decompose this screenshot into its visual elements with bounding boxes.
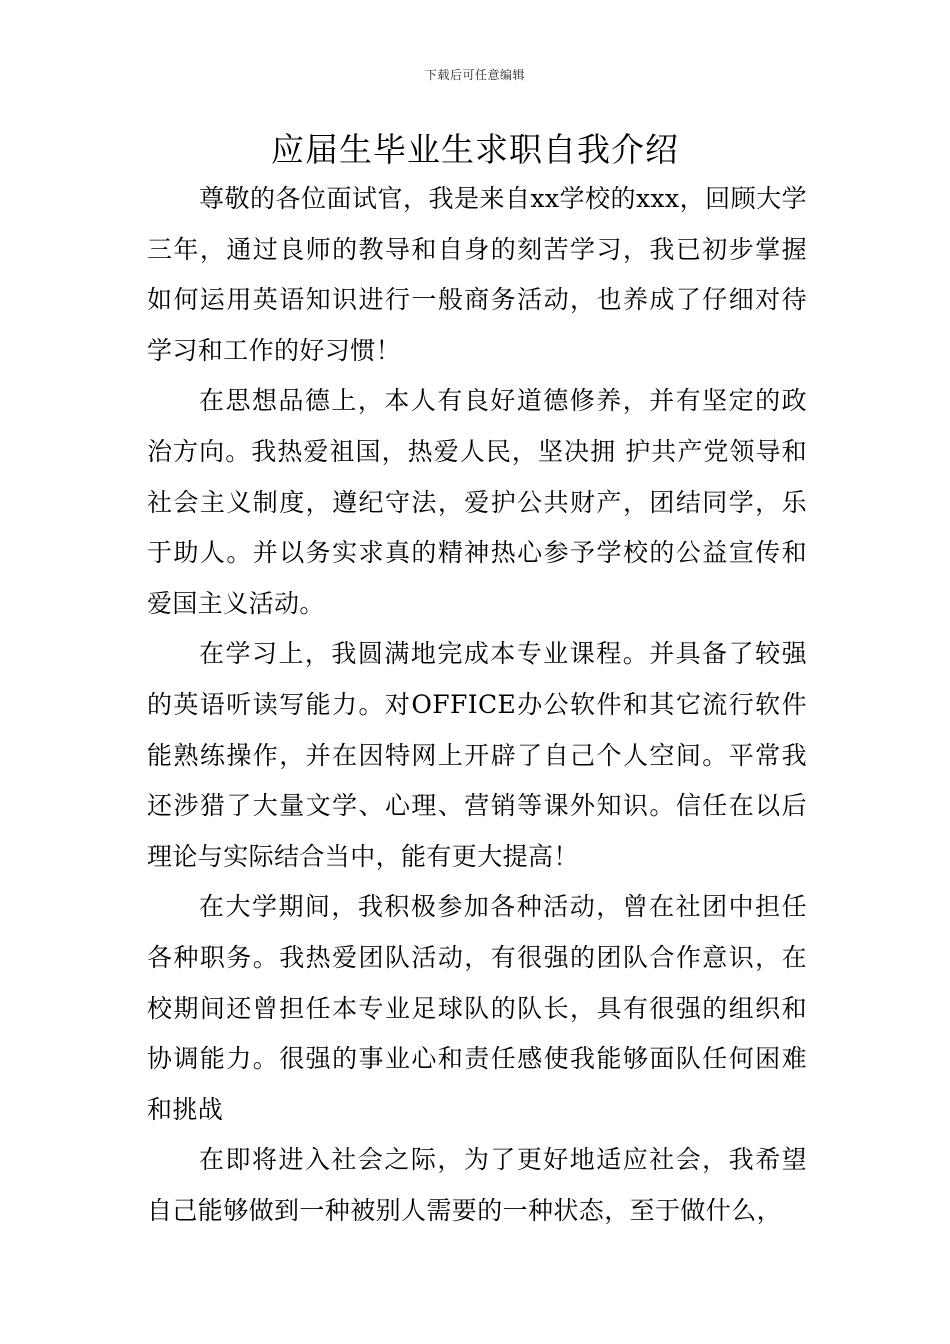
paragraph-greeting: 尊敬的各位面试官，我是来自xx学校的xxx，回顾大学三年，通过良师的教导和自身的刻苦学习，我已初步掌握如何运用英语知识进行一般商务活动，也养成了仔细对待学习和工作的好习惯！ (147, 184, 807, 365)
document-body (147, 174, 807, 1236)
header-note: 下载后可任意编辑 (424, 68, 525, 82)
page-title: 应届生毕业生求职自我介绍 (271, 130, 679, 169)
paragraph-morality: 在思想品德上，本人有良好道德修养，并有坚定的政治方向。我热爱祖国，热爱人民，坚决拥 护共产党领导和社会主义制度，遵纪守法，爱护公共财产，团结同学，乐于助人。并以务实求真的精神热心参予学校的公益宣传和爱国主义活动。 (147, 386, 807, 618)
paragraph-activities: 在大学期间，我积极参加各种活动，曾在社团中担任各种职务。我热爱团队活动，有很强的团队合作意识，在校期间还曾担任本专业足球队的队长，具有很强的组织和协调能力。很强的事业心和责任感使我能够面队任何困难和挑战 (147, 892, 807, 1124)
paragraph-study: 在学习上，我圆满地完成本专业课程。并具备了较强的英语听读写能力。对OFFICE办公软件和其它流行软件能熟练操作，并在因特网上开辟了自己个人空间。平常我还涉猎了大量文学、心理、营销等课外知识。信任在以后理论与实际结合当中，能有更大提高！ (147, 639, 807, 871)
paragraph-future: 在即将进入社会之际，为了更好地适应社会，我希望自己能够做到一种被别人需要的一种状态，至于做什么， (147, 1145, 807, 1225)
